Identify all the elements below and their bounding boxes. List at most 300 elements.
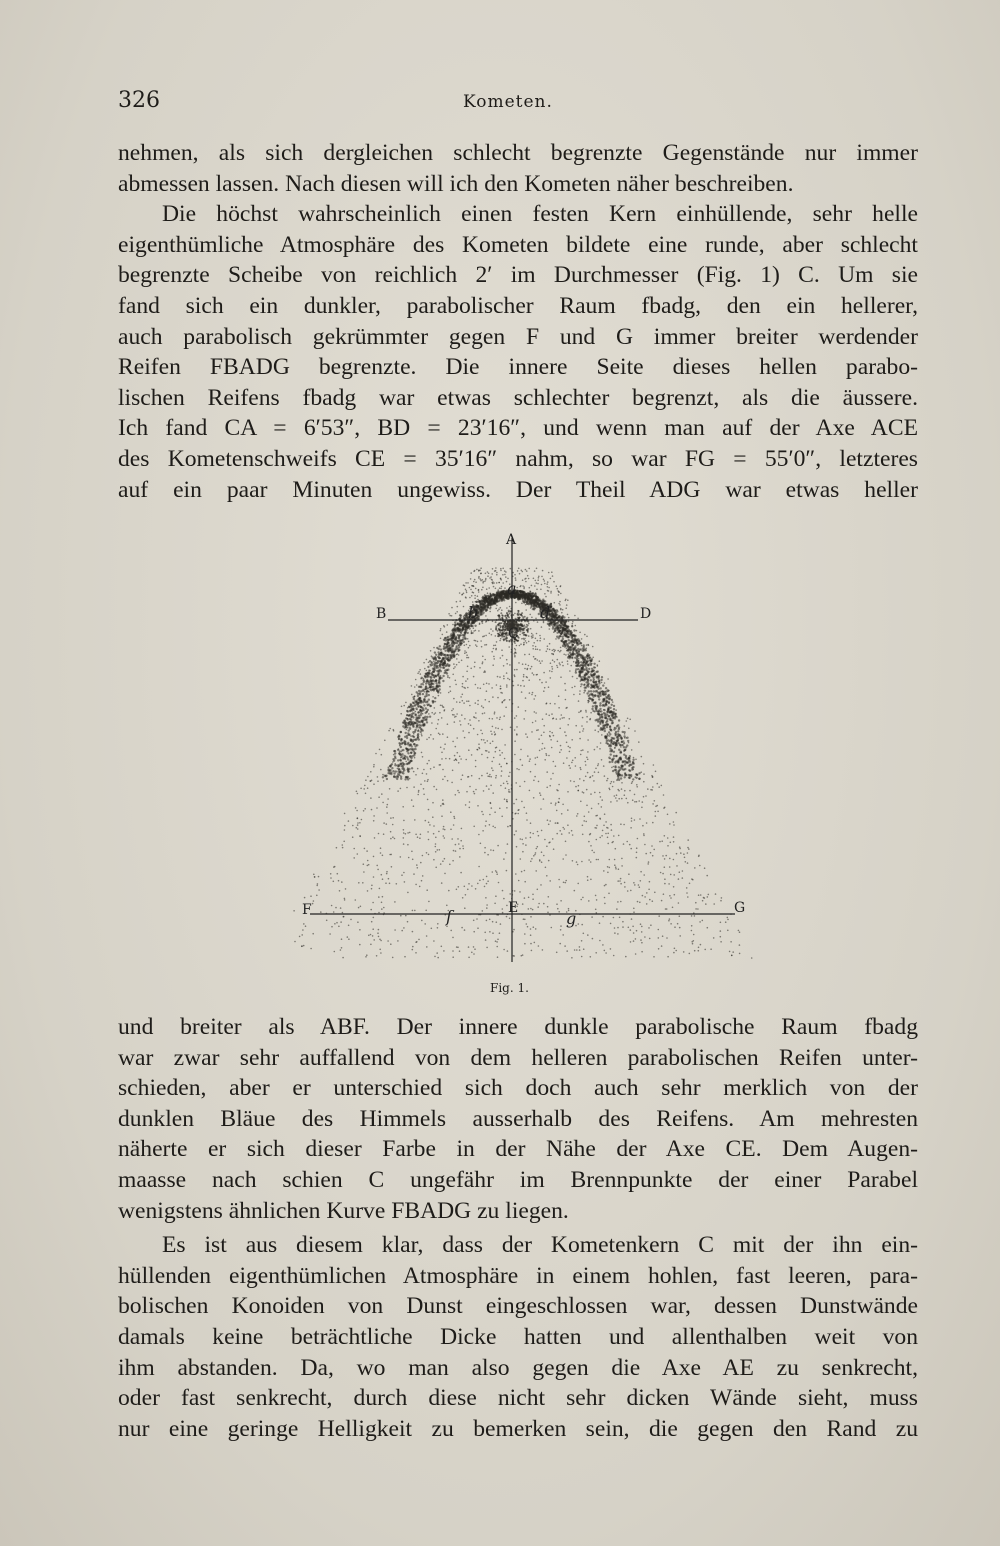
stipple-dot xyxy=(578,640,580,642)
stipple-dot xyxy=(355,807,357,809)
stipple-dot xyxy=(616,908,618,910)
stipple-dot xyxy=(595,895,597,897)
stipple-dot xyxy=(546,651,548,653)
stipple-dot xyxy=(382,855,384,857)
stipple-dot xyxy=(609,859,611,861)
stipple-dot xyxy=(522,903,524,905)
stipple-dot xyxy=(433,738,435,740)
stipple-dot xyxy=(333,881,335,883)
stipple-dot xyxy=(516,733,518,735)
stipple-dot xyxy=(577,813,579,815)
stipple-dot xyxy=(604,730,606,732)
stipple-dot xyxy=(303,945,305,947)
stipple-dot xyxy=(508,789,510,791)
stipple-dot xyxy=(565,699,567,701)
stipple-dot xyxy=(587,879,589,881)
stipple-dot xyxy=(629,777,631,779)
stipple-dot xyxy=(602,722,604,724)
stipple-dot xyxy=(411,799,413,801)
stipple-dot xyxy=(395,770,397,772)
stipple-dot xyxy=(500,570,502,572)
stipple-dot xyxy=(499,676,501,678)
stipple-dot xyxy=(446,631,448,633)
stipple-dot xyxy=(520,685,522,687)
stipple-dot xyxy=(339,890,341,892)
stipple-dot xyxy=(545,753,547,755)
stipple-dot xyxy=(427,666,429,668)
stipple-dot xyxy=(658,786,660,788)
stipple-dot xyxy=(618,835,620,837)
stipple-dot xyxy=(607,690,609,692)
stipple-dot xyxy=(429,670,431,672)
stipple-dot xyxy=(626,737,628,739)
stipple-dot xyxy=(458,762,460,764)
stipple-dot xyxy=(587,934,589,936)
stipple-dot xyxy=(441,752,443,754)
stipple-dot xyxy=(557,822,559,824)
stipple-dot xyxy=(361,819,363,821)
stipple-dot xyxy=(456,713,458,715)
stipple-dot xyxy=(609,867,611,869)
stipple-dot xyxy=(490,802,492,804)
stipple-dot xyxy=(483,581,485,583)
stipple-dot xyxy=(586,716,588,718)
stipple-dot xyxy=(397,759,399,761)
stipple-dot xyxy=(528,578,530,580)
stipple-dot xyxy=(610,753,612,755)
stipple-dot xyxy=(614,761,616,763)
stipple-dot xyxy=(420,702,422,704)
stipple-dot xyxy=(485,579,487,581)
stipple-dot xyxy=(528,623,530,625)
stipple-dot xyxy=(462,845,464,847)
stipple-dot xyxy=(530,591,532,593)
stipple-dot xyxy=(560,593,562,595)
stipple-dot xyxy=(624,763,626,765)
stipple-dot xyxy=(489,776,491,778)
stipple-dot xyxy=(366,850,368,852)
stipple-dot xyxy=(496,717,498,719)
stipple-dot xyxy=(587,772,589,774)
stipple-dot xyxy=(605,884,607,886)
stipple-dot xyxy=(465,894,467,896)
stipple-dot xyxy=(605,717,607,719)
stipple-dot xyxy=(394,750,396,752)
stipple-dot xyxy=(449,686,451,688)
stipple-dot xyxy=(534,570,536,572)
stipple-dot xyxy=(562,717,564,719)
stipple-dot xyxy=(530,916,532,918)
stipple-dot xyxy=(523,718,525,720)
stipple-dot xyxy=(627,718,629,720)
stipple-dot xyxy=(334,923,336,925)
stipple-dot xyxy=(558,879,560,881)
stipple-dot xyxy=(597,711,599,713)
stipple-dot xyxy=(477,927,479,929)
stipple-dot xyxy=(559,886,561,888)
stipple-dot xyxy=(656,805,658,807)
stipple-dot xyxy=(554,628,556,630)
stipple-dot xyxy=(588,671,590,673)
stipple-dot xyxy=(501,752,503,754)
stipple-dot xyxy=(459,642,461,644)
stipple-dot xyxy=(461,660,463,662)
stipple-dot xyxy=(665,855,667,857)
stipple-dot xyxy=(670,874,672,876)
stipple-dot xyxy=(487,854,489,856)
stipple-dot xyxy=(535,648,537,650)
stipple-dot xyxy=(534,942,536,944)
stipple-dot xyxy=(706,875,708,877)
stipple-dot xyxy=(436,789,438,791)
stipple-dot xyxy=(669,858,671,860)
stipple-dot xyxy=(598,731,600,733)
stipple-dot xyxy=(537,621,539,623)
stipple-dot xyxy=(502,912,504,914)
stipple-dot xyxy=(403,927,405,929)
stipple-dot xyxy=(486,904,488,906)
stipple-dot xyxy=(437,723,439,725)
stipple-dot xyxy=(380,952,382,954)
stipple-dot xyxy=(655,811,657,813)
stipple-dot xyxy=(585,776,587,778)
stipple-dot xyxy=(407,707,409,709)
stipple-dot xyxy=(592,676,594,678)
stipple-dot xyxy=(556,609,558,611)
stipple-dot xyxy=(653,956,655,958)
stipple-dot xyxy=(462,897,464,899)
stipple-dot xyxy=(720,922,722,924)
stipple-dot xyxy=(461,594,463,596)
stipple-dot xyxy=(597,664,599,666)
stipple-dot xyxy=(565,882,567,884)
stipple-dot xyxy=(352,836,354,838)
stipple-dot xyxy=(603,765,605,767)
stipple-dot xyxy=(581,638,583,640)
stipple-dot xyxy=(549,736,551,738)
stipple-dot xyxy=(440,630,442,632)
stipple-dot xyxy=(548,590,550,592)
stipple-dot xyxy=(576,641,578,643)
stipple-dot xyxy=(568,626,570,628)
stipple-dot xyxy=(715,893,717,895)
stipple-dot xyxy=(652,803,654,805)
stipple-dot xyxy=(418,721,420,723)
stipple-dot xyxy=(373,856,375,858)
stipple-dot xyxy=(587,759,589,761)
stipple-dot xyxy=(499,808,501,810)
stipple-dot xyxy=(532,909,534,911)
stipple-dot xyxy=(529,654,531,656)
stipple-dot xyxy=(604,813,606,815)
stipple-dot xyxy=(336,847,338,849)
stipple-dot xyxy=(581,956,583,958)
stipple-dot xyxy=(382,878,384,880)
stipple-dot xyxy=(356,827,358,829)
stipple-dot xyxy=(455,638,457,640)
stipple-dot xyxy=(422,722,424,724)
stipple-dot xyxy=(465,638,467,640)
stipple-dot xyxy=(539,679,541,681)
stipple-dot xyxy=(452,770,454,772)
stipple-dot xyxy=(591,675,593,677)
stipple-dot xyxy=(416,723,418,725)
stipple-dot xyxy=(586,805,588,807)
stipple-dot xyxy=(500,685,502,687)
stipple-dot xyxy=(488,751,490,753)
stipple-dot xyxy=(625,746,627,748)
stipple-dot xyxy=(477,599,479,601)
stipple-dot xyxy=(588,900,590,902)
stipple-dot xyxy=(586,692,588,694)
stipple-dot xyxy=(692,943,694,945)
stipple-dot xyxy=(599,748,601,750)
stipple-dot xyxy=(603,825,605,827)
stipple-dot xyxy=(419,692,421,694)
stipple-dot xyxy=(551,747,553,749)
stipple-dot xyxy=(400,765,402,767)
stipple-dot xyxy=(427,779,429,781)
stipple-dot xyxy=(520,858,522,860)
stipple-dot xyxy=(607,733,609,735)
stipple-dot xyxy=(687,862,689,864)
stipple-dot xyxy=(467,889,469,891)
stipple-dot xyxy=(457,624,459,626)
stipple-dot xyxy=(628,760,630,762)
stipple-dot xyxy=(394,901,396,903)
stipple-dot xyxy=(515,830,517,832)
stipple-dot xyxy=(428,713,430,715)
stipple-dot xyxy=(548,715,550,717)
stipple-dot xyxy=(585,711,587,713)
stipple-dot xyxy=(672,907,674,909)
stipple-dot xyxy=(388,730,390,732)
stipple-dot xyxy=(473,946,475,948)
stipple-dot xyxy=(406,714,408,716)
stipple-dot xyxy=(376,807,378,809)
stipple-dot xyxy=(535,852,537,854)
stipple-dot xyxy=(372,902,374,904)
stipple-dot xyxy=(431,722,433,724)
stipple-dot xyxy=(399,750,401,752)
stipple-dot xyxy=(584,684,586,686)
stipple-dot xyxy=(683,853,685,855)
stipple-dot xyxy=(343,841,345,843)
stipple-dot xyxy=(464,929,466,931)
stipple-dot xyxy=(661,840,663,842)
stipple-dot xyxy=(605,821,607,823)
stipple-dot xyxy=(522,663,524,665)
stipple-dot xyxy=(575,765,577,767)
stipple-dot xyxy=(483,790,485,792)
stipple-dot xyxy=(370,909,372,911)
stipple-dot xyxy=(439,849,441,851)
stipple-dot xyxy=(539,792,541,794)
stipple-dot xyxy=(548,896,550,898)
stipple-dot xyxy=(443,835,445,837)
stipple-dot xyxy=(451,643,453,645)
stipple-dot xyxy=(604,950,606,952)
stipple-dot xyxy=(631,776,633,778)
stipple-dot xyxy=(428,839,430,841)
stipple-dot xyxy=(407,724,409,726)
stipple-dot xyxy=(452,741,454,743)
stipple-dot xyxy=(310,895,312,897)
stipple-dot xyxy=(462,774,464,776)
stipple-dot xyxy=(492,621,494,623)
stipple-dot xyxy=(415,700,417,702)
stipple-dot xyxy=(420,727,422,729)
stipple-dot xyxy=(526,677,528,679)
stipple-dot xyxy=(418,690,420,692)
stipple-dot xyxy=(431,680,433,682)
stipple-dot xyxy=(411,767,413,769)
stipple-dot xyxy=(523,588,525,590)
stipple-dot xyxy=(664,835,666,837)
stipple-dot xyxy=(632,781,634,783)
stipple-dot xyxy=(523,807,525,809)
stipple-dot xyxy=(445,758,447,760)
stipple-dot xyxy=(425,820,427,822)
stipple-dot xyxy=(441,815,443,817)
stipple-dot xyxy=(628,774,630,776)
stipple-dot xyxy=(570,665,572,667)
stipple-dot xyxy=(506,672,508,674)
stipple-dot xyxy=(609,725,611,727)
stipple-dot xyxy=(438,682,440,684)
stipple-dot xyxy=(417,867,419,869)
stipple-dot xyxy=(414,686,416,688)
stipple-dot xyxy=(463,620,465,622)
stipple-dot xyxy=(551,614,553,616)
stipple-dot xyxy=(394,838,396,840)
stipple-dot xyxy=(412,716,414,718)
stipple-dot xyxy=(508,646,510,648)
stipple-dot xyxy=(562,858,564,860)
stipple-dot xyxy=(630,929,632,931)
stipple-dot xyxy=(437,660,439,662)
stipple-dot xyxy=(441,758,443,760)
stipple-dot xyxy=(581,924,583,926)
stipple-dot xyxy=(484,601,486,603)
stipple-dot xyxy=(468,883,470,885)
stipple-dot xyxy=(436,952,438,954)
stipple-dot xyxy=(498,601,500,603)
stipple-dot xyxy=(561,612,563,614)
stipple-dot xyxy=(455,629,457,631)
stipple-dot xyxy=(643,796,645,798)
stipple-dot xyxy=(647,863,649,865)
stipple-dot xyxy=(654,892,656,894)
stipple-dot xyxy=(490,628,492,630)
stipple-dot xyxy=(523,642,525,644)
stipple-dot xyxy=(569,751,571,753)
stipple-dot xyxy=(513,685,515,687)
stipple-dot xyxy=(610,739,612,741)
stipple-dot xyxy=(590,956,592,958)
stipple-dot xyxy=(406,710,408,712)
stipple-dot xyxy=(409,832,411,834)
stipple-dot xyxy=(640,871,642,873)
stipple-dot xyxy=(602,693,604,695)
stipple-dot xyxy=(501,816,503,818)
stipple-dot xyxy=(483,879,485,881)
stipple-dot xyxy=(496,873,498,875)
stipple-dot xyxy=(554,625,556,627)
stipple-dot xyxy=(451,615,453,617)
stipple-dot xyxy=(607,678,609,680)
stipple-dot xyxy=(312,933,314,935)
stipple-dot xyxy=(605,742,607,744)
stipple-dot xyxy=(483,684,485,686)
stipple-dot xyxy=(571,638,573,640)
stipple-dot xyxy=(464,737,466,739)
stipple-dot xyxy=(492,871,494,873)
stipple-dot xyxy=(559,604,561,606)
stipple-dot xyxy=(465,759,467,761)
stipple-dot xyxy=(452,674,454,676)
stipple-dot xyxy=(569,718,571,720)
stipple-dot xyxy=(544,747,546,749)
stipple-dot xyxy=(713,903,715,905)
stipple-dot xyxy=(501,702,503,704)
stipple-dot xyxy=(632,926,634,928)
stipple-dot xyxy=(443,748,445,750)
stipple-dot xyxy=(413,753,415,755)
stipple-dot xyxy=(517,684,519,686)
stipple-dot xyxy=(571,957,573,959)
stipple-dot xyxy=(444,663,446,665)
stipple-dot xyxy=(530,668,532,670)
stipple-dot xyxy=(611,716,613,718)
stipple-dot xyxy=(639,902,641,904)
stipple-dot xyxy=(405,833,407,835)
stipple-dot xyxy=(643,835,645,837)
stipple-dot xyxy=(552,612,554,614)
stipple-dot xyxy=(422,875,424,877)
stipple-dot xyxy=(522,851,524,853)
stipple-dot xyxy=(598,676,600,678)
stipple-dot xyxy=(505,852,507,854)
stipple-dot xyxy=(546,771,548,773)
stipple-dot xyxy=(562,827,564,829)
stipple-dot xyxy=(460,758,462,760)
stipple-dot xyxy=(599,702,601,704)
stipple-dot xyxy=(407,769,409,771)
stipple-dot xyxy=(580,664,582,666)
stipple-dot xyxy=(428,737,430,739)
stipple-dot xyxy=(390,831,392,833)
stipple-dot xyxy=(537,729,539,731)
stipple-dot xyxy=(556,585,558,587)
stipple-dot xyxy=(481,589,483,591)
stipple-dot xyxy=(483,606,485,608)
stipple-dot xyxy=(415,738,417,740)
stipple-dot xyxy=(500,766,502,768)
stipple-dot xyxy=(447,643,449,645)
stipple-dot xyxy=(496,684,498,686)
stipple-dot xyxy=(610,783,612,785)
stipple-dot xyxy=(462,686,464,688)
stipple-dot xyxy=(556,617,558,619)
stipple-dot xyxy=(646,903,648,905)
running-title: Kometen. xyxy=(463,92,553,112)
stipple-dot xyxy=(682,877,684,879)
stipple-dot xyxy=(456,658,458,660)
stipple-dot xyxy=(481,646,483,648)
stipple-dot xyxy=(444,639,446,641)
stipple-dot xyxy=(574,757,576,759)
